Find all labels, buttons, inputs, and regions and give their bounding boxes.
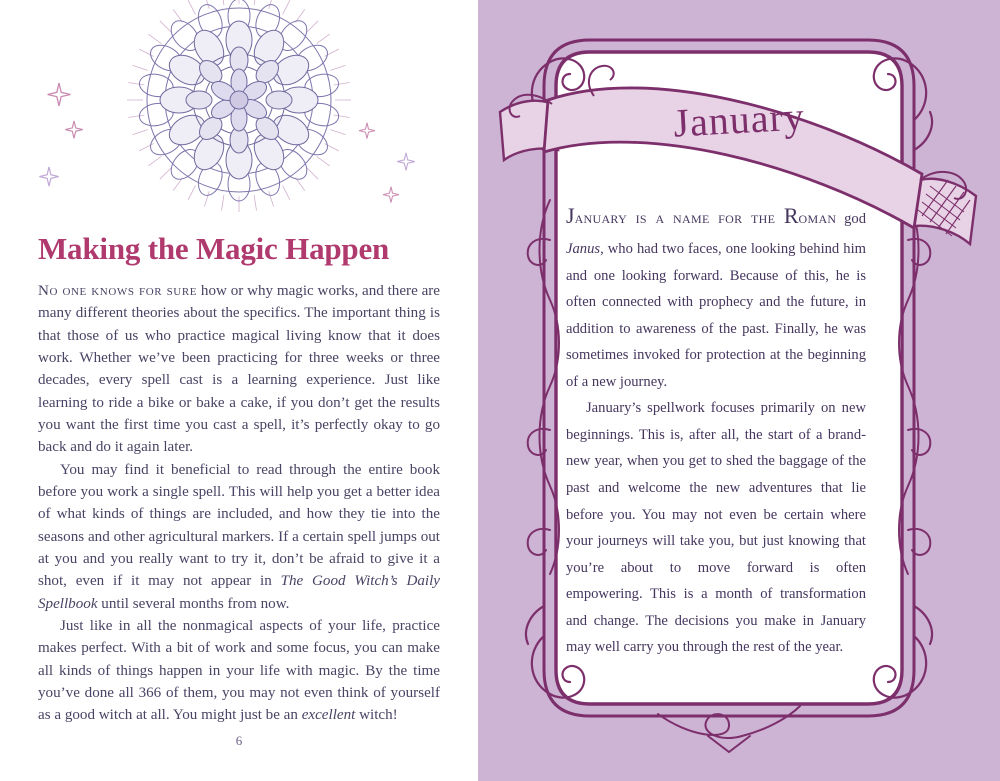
paragraph-3-rest: Just like in all the nonmagical aspects of your life, practice makes perfect. With a bit of work and some focus, you can make all kinds of things happen in your life with magic. By the time you’ve done all 366 of them, you may not even think of yourself as a good witch at all. You might just be an [38,618,440,724]
right-p1-tail: , who had two faces, one looking behind him and one looking forward. Because of this, he is often connected with prophecy and the future, in addition to awareness of the past. Finally, he was sometimes invoked for protection at the beginning of a new journey. [566,241,866,390]
excellent-italic: excellent [301,707,356,724]
paragraph-2-tail: until several months from now. [97,595,290,612]
page-number: 6 [235,733,243,748]
paragraph-2-rest: You may find it beneficial to read through the entire book before you work a single spell. This will help you get a better idea of what kinds of things are included, and how they tie into the seasons and other agricultural markers. If a certain spell jumps out at you and you really want to try it, don’t be afraid to give it a shot, even if it may not appear in [38,461,440,590]
book-title-italic: The Good Witch’s Daily Spellbook [38,573,440,612]
right-p1-lead: anuary is a name for the [574,208,784,227]
right-p1-lead2: oman [798,208,837,227]
page-title: Making the Magic Happen [38,231,390,266]
janus-italic: Janus [566,241,601,258]
right-page-content [566,196,866,661]
right-page [478,0,1000,781]
paragraph-2 [38,459,440,615]
star-4-icon [358,122,376,140]
paragraph-1-rest: how or why magic works, and there are many different theories about the specifics. The important thing is that those of us who practice magical living know that it does work. Whether we’ve been practicing for three weeks or three decades, every spell cast is a learning experience. Just like learning to ride a bike or bake a cake, if you don’t get the results you want the first time you cast a spell, it’s perfectly okay to go back and do it again later. [38,283,440,456]
star-1-icon [46,82,72,108]
left-page [0,0,478,781]
right-p1-dropcap2: R [783,203,799,228]
paragraph-1-lead: No one knows for sure [38,283,198,300]
month-heading: January [672,93,806,146]
right-p1-rest: god [836,211,866,227]
right-paragraph-1 [566,196,866,395]
star-2-icon [64,120,84,140]
star-3-icon [38,166,60,188]
right-paragraph-2: January’s spellwork focuses primarily on new beginnings. This is, after all, the start of a brand-new year, when you get to shed the baggage of the past and welcome the new adventures that lie before you. You may not even be certain where your journeys will take you, but just knowing that you’re about to move forward is often empowering. This is a month of transformation and change. The decisions you make in January may well carry you through the rest of the year. [566,400,866,656]
star-6-icon [382,186,400,204]
mandala-ornament [89,0,389,230]
star-5-icon [396,152,416,172]
ornament-area [38,0,440,232]
paragraph-3 [38,615,440,727]
paragraph-1 [38,280,440,459]
right-p1-dropcap: J [566,203,575,228]
paragraph-3-tail: witch! [355,707,398,724]
